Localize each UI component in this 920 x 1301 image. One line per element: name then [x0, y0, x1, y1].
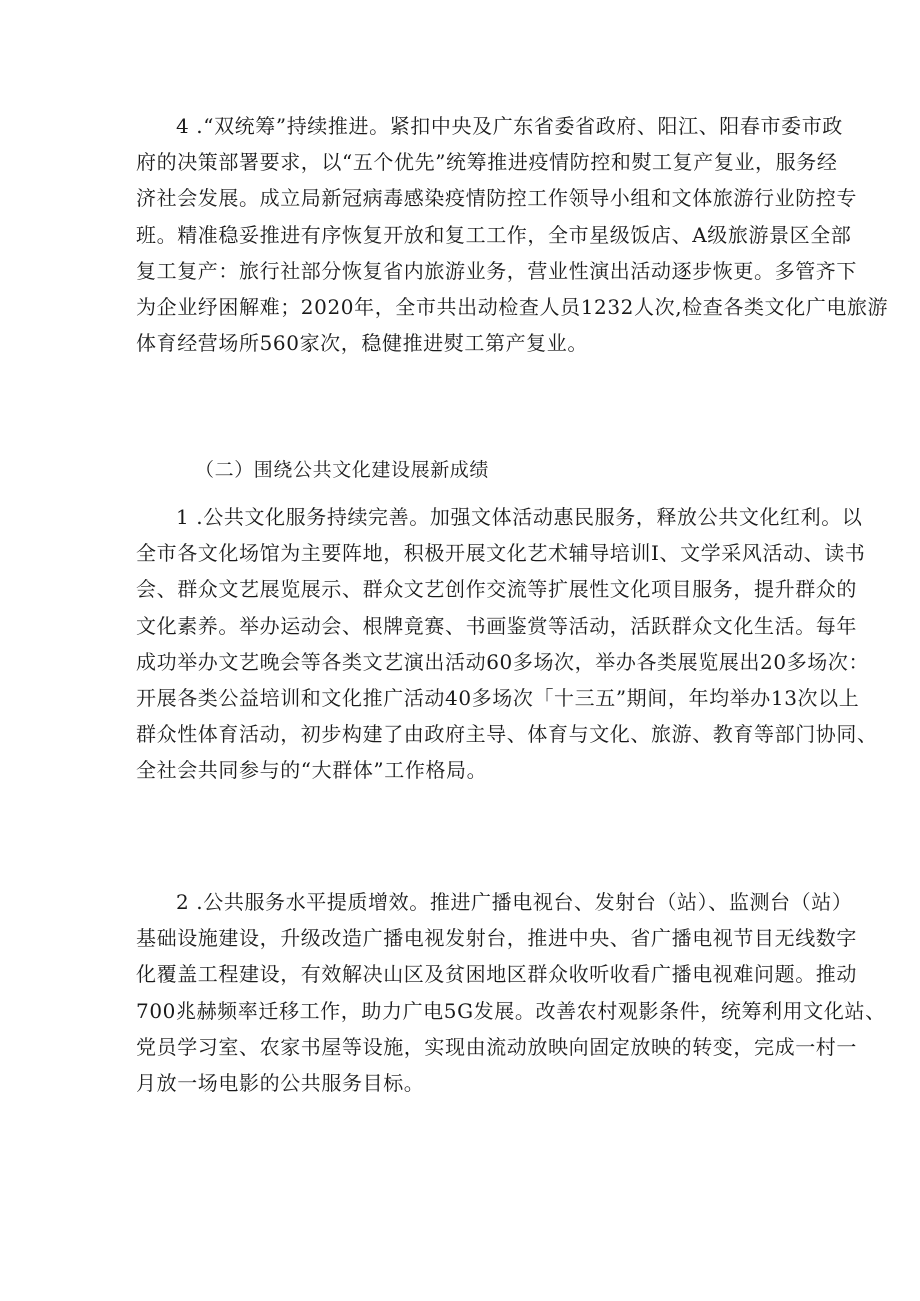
paragraph-line: 会、群众文艺展览展示、群众文艺创作交流等扩展性文化项目服务，提升群众的 — [136, 577, 857, 602]
paragraph-line: 全社会共同参与的“大群体”工作格局。 — [136, 758, 488, 783]
section-heading: （二）围绕公共文化建设展新成绩 — [195, 459, 490, 481]
paragraph-line: 为企业纾困解难；2020年，全市共出动检查人员1232人次,检查各类文化广电旅游 — [136, 295, 889, 320]
paragraph-line: 党员学习室、农家书屋等设施，实现由流动放映向固定放映的转变，完成一村一 — [136, 1034, 857, 1059]
paragraph-line: 2 .公共服务水平提质增效。推进广播电视台、发射台（站）、监测台（站） — [176, 890, 853, 914]
paragraph-line: 基础设施建设，升级改造广播电视发射台，推进中央、省广播电视节目无线数字 — [136, 926, 857, 951]
paragraph-line: 化覆盖工程建设，有效解决山区及贫困地区群众收听收看广播电视难问题。推动 — [136, 962, 857, 987]
paragraph-line: 700兆赫频率迁移工作，助力广电5G发展。改善农村观影条件，统筹利用文化站、 — [136, 998, 886, 1023]
paragraph-line: 济社会发展。成立局新冠病毒感染疫情防控工作领导小组和文体旅游行业防控专 — [136, 186, 857, 211]
paragraph-line: 体育经营场所560家次，稳健推进熨工第产复业。 — [136, 331, 588, 356]
paragraph-public-service-quality — [136, 884, 886, 1101]
paragraph-line: 群众性体育活动，初步构建了由政府主导、体育与文化、旅游、教育等部门协同、 — [136, 722, 878, 747]
paragraph-line: 府的决策部署要求，以“五个优先”统筹推进疫情防控和熨工复产复业，服务经 — [136, 150, 838, 175]
paragraph-line: 成功举办文艺晚会等各类文艺演出活动60多场次，举办各类展览展出20多场次： — [136, 649, 870, 674]
paragraph-line: 文化素养。举办运动会、根牌竟赛、书画鉴赏等活动，活跃群众文化生活。每年 — [136, 613, 857, 638]
paragraph-line: 月放一场电影的公共服务目标。 — [136, 1071, 425, 1096]
paragraph-dual-coordination — [136, 108, 889, 361]
paragraph-line: 1 .公共文化服务持续完善。加强文体活动惠民服务，释放公共文化红利。以 — [176, 505, 863, 529]
paragraph-line: 班。精准稳妥推进有序恢复开放和复工工作，全市星级饭店、A级旅游景区全部 — [136, 222, 852, 247]
paragraph-line: 全市各文化场馆为主要阵地，积极开展文化艺术辅导培训I、文学采风活动、读书 — [136, 541, 866, 566]
paragraph-line: 复工复产：旅行社部分恢复省内旅游业务，营业性演出活动逐步恢更。多管齐下 — [136, 258, 857, 283]
paragraph-line: 开展各类公益培训和文化推广活动40多场次「十三五”期间，年均举办13次以上 — [136, 686, 860, 711]
paragraph-public-culture-service — [136, 499, 878, 789]
paragraph-line: 4 .“双统筹”持续推进。紧扣中央及广东省委省政府、阳江、阳春市委市政 — [176, 114, 843, 138]
